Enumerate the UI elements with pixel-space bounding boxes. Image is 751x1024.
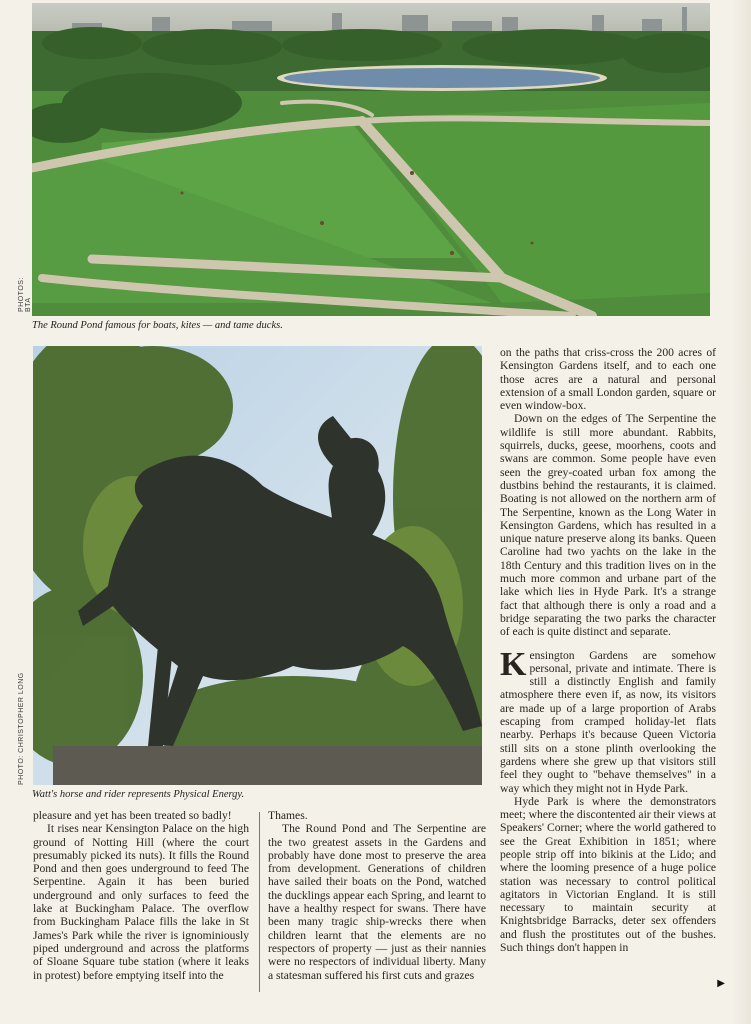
- paragraph: It rises near Kensington Palace on the high ground of Notting Hill (where the court presumably picked its nuts). It fills the Round Pond and then goes underground to feed The Serpentine. Again it has been buried underground and only surfaces to feed the lake at Buckingham Palace. The overflow from Buckingham Palace fills the lake in St James's Park while the river is ignominiously piped underground and across the platforms of Sloane Square tube station (where it leaks in protest) before emptying itself into the: [33, 822, 249, 982]
- statue-photo-credit: PHOTO: CHRISTOPHER LONG: [18, 672, 25, 785]
- statue-illustration: [33, 346, 482, 785]
- article-column-right: [500, 346, 716, 954]
- round-pond-photo: [32, 3, 710, 316]
- paragraph: on the paths that criss-cross the 200 acres of Kensington Gardens itself, and to each one those acres are a natural and personal extension of a small London garden, square or even window-box.: [500, 346, 716, 413]
- top-photo-caption: The Round Pond famous for boats, kites — and tame ducks.: [32, 320, 283, 331]
- top-photo-credit: PHOTOS: BTA: [18, 277, 32, 312]
- paragraph: Hyde Park is where the demonstrators meet; where the discontented air their views at Speakers' Corner; where the world gathered to see the Great Exhibition in 1851; where people strip off into bikinis at the Lido; and where the looming presence of a huge police station was necessary to control political agitators in Victorian England. It is still necessary to maintain security at Knightsbridge Barracks, deter sex offenders and flush the prostitutes out of the bushes. Such things don't happen in: [500, 794, 717, 955]
- paragraph: Thames.: [268, 809, 308, 822]
- statue-photo: [33, 346, 482, 785]
- paragraph: pleasure and yet has been treated so badly!: [33, 809, 232, 822]
- statue-photo-caption: Watt's horse and rider represents Physical Energy.: [32, 789, 245, 800]
- paragraph-dropcap: Kensington Gardens are somehow personal, private and intimate. There is still a distinctly English and family atmosphere there even if, as now, its visitors are made up of a large proportion of Arabs escaping from cramped holiday-let flats nearby. Perhaps it's because Queen Victoria still sits on a stone plinth overlooking the gardens where she grew up that visitors still feel they ought to "behave themselves" in a way which they might not in Hyde Park.: [500, 645, 716, 795]
- round-pond-illustration: [32, 3, 710, 316]
- article-column-middle: [268, 809, 486, 982]
- article-column-left: [33, 809, 249, 982]
- continue-arrow-icon: ▶: [717, 978, 725, 989]
- column-rule: [259, 812, 260, 992]
- page-edge-shadow: [733, 0, 751, 1024]
- paragraph: Down on the edges of The Serpentine the wildlife is still more abundant. Rabbits, squirrels, ducks, geese, moorhens, coots and swans are common. Some people have even seen the grey-coated urban fox among the dustbins behind the restaurants, it is claimed. Boating is not allowed on the northern arm of The Serpentine, known as the Long Water in Kensington Gardens, which has resulted in a unique nature preserve along its banks. Queen Caroline had two yachts on the lake in the 18th Century and this tradition lives on in the much more common and urbane part of the lake which lies in Hyde Park. It's a strange fact that although there is only a road and a bridge separating the two parks the character of each is quite distinct and separate.: [500, 412, 716, 639]
- paragraph: The Round Pond and The Serpentine are the two greatest assets in the Gardens and probably have done most to preserve the area from development. Generations of children have sailed their boats on the Pond, watched the ducklings appear each Spring, and learnt to have a healthy respect for swans. There have been many tragic ship-wrecks there when children learnt that the elements are no respectors of property — just as their nannies were no respectors of individual liberty. Many a statesman suffered his first cuts and grazes: [268, 822, 486, 982]
